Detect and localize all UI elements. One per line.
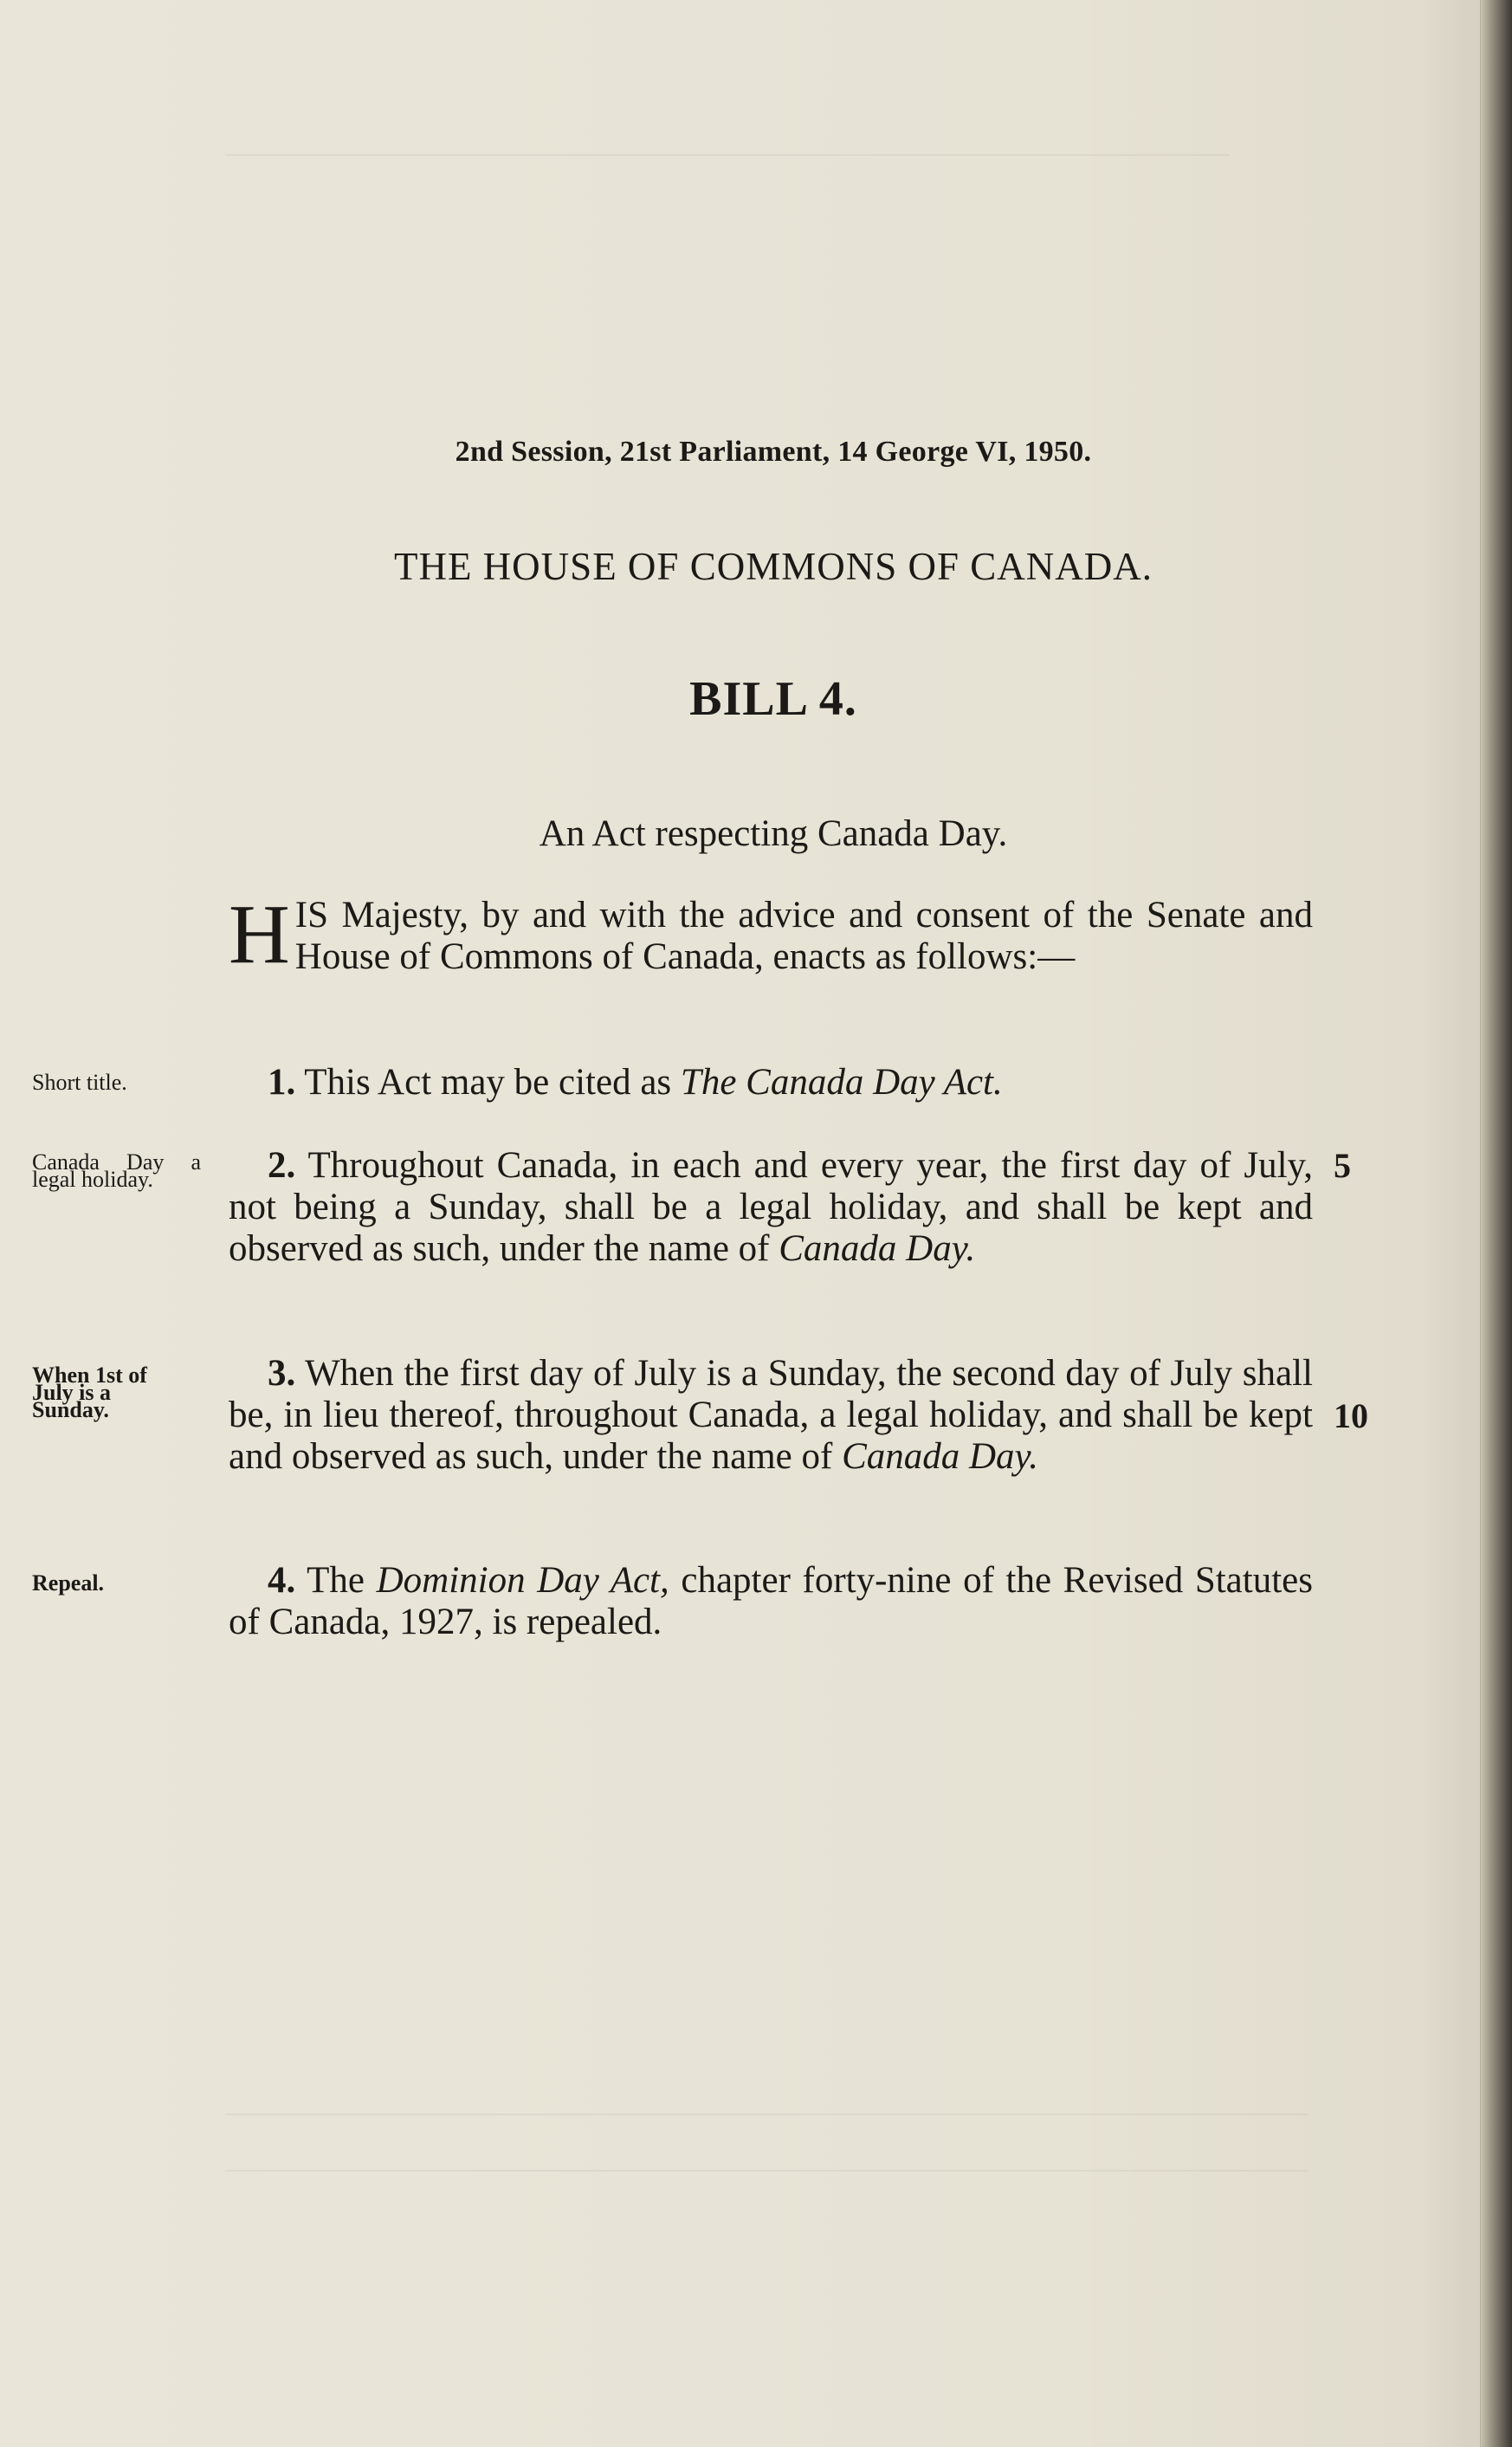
section-number: 1. [268, 1062, 296, 1103]
margin-note-when-sunday: When 1st of July is a Sunday. [32, 1363, 147, 1422]
section-text-continued: chapter forty-nine of the Revised Statutes of Canada, 1927, is repealed. [229, 1560, 1313, 1642]
section-text: When the first day of July is a Sunday, the second day of July shall be, in lieu thereof, throughout Canada, a legal holiday, and shall be kept and observed as such, under the name of [229, 1353, 1313, 1477]
dropcap-letter: H [229, 888, 290, 981]
section-text: This Act may be cited as [304, 1062, 681, 1103]
section-number: 2. [268, 1145, 296, 1186]
margin-note-canada-day-legal-holiday: Canada Day a legal holiday. [32, 1149, 201, 1192]
preamble-text: IS Majesty, by and with the advice and consent of the Senate and House of Commons of Canada, enacts as follows:— [294, 895, 1313, 977]
act-title: An Act respecting Canada Day. [539, 813, 1008, 854]
section-italic-text: Dominion Day Act, [376, 1560, 669, 1601]
section-text: Throughout Canada, in each and every year, the first day of July, not being a Sunday, shall be a legal holiday, and shall be kept and observed as such, under the name of [229, 1145, 1313, 1269]
section-italic-text: Canada Day. [779, 1228, 976, 1269]
house-heading: THE HOUSE OF COMMONS OF CANADA. [393, 545, 1153, 588]
margin-note-short-title: Short title. [32, 1070, 127, 1095]
bill-number: BILL 4. [689, 672, 857, 726]
show-through-rule [225, 154, 1230, 156]
section-1 [229, 1062, 1313, 1104]
section-italic-text: The Canada Day Act. [680, 1062, 1003, 1103]
show-through-rule [225, 2170, 1308, 2172]
section-number: 4. [268, 1560, 296, 1601]
show-through-rule [225, 2114, 1308, 2115]
preamble [229, 888, 1313, 981]
binding-spine [1481, 0, 1512, 2447]
section-number: 3. [268, 1353, 296, 1394]
section-3 [229, 1353, 1313, 1478]
line-number: 5 [1334, 1146, 1351, 1185]
session-line: 2nd Session, 21st Parliament, 14 George VI, 1950. [455, 436, 1092, 468]
section-4 [229, 1560, 1313, 1643]
line-number: 10 [1334, 1396, 1368, 1435]
section-text: The [307, 1560, 377, 1601]
section-2 [229, 1145, 1313, 1270]
margin-note-repeal: Repeal. [32, 1570, 105, 1596]
section-italic-text: Canada Day. [842, 1436, 1039, 1477]
